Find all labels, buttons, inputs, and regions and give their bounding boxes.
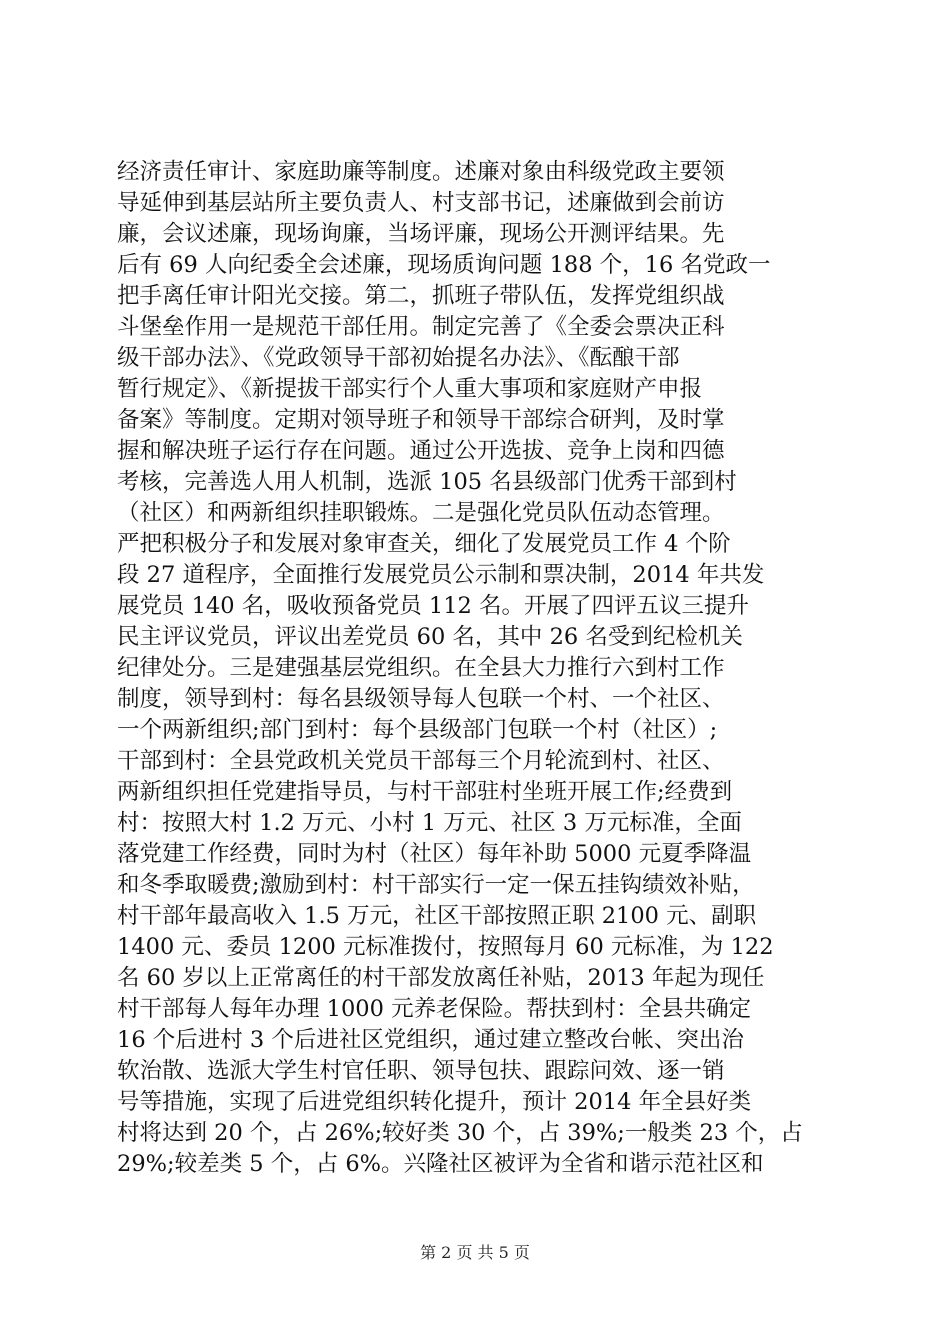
text-line: 村将达到 20 个，占 26%;较好类 30 个，占 39%;一般类 23 个，占 [117,1120,803,1146]
text-line: 展党员 140 名，吸收预备党员 112 名。开展了四评五议三提升 [117,593,750,619]
body-text [117,157,833,1180]
text-line: 斗堡垒作用一是规范干部任用。制定完善了《全委会票决正科 [117,314,725,340]
text-line: 导延伸到基层站所主要负责人、村支部书记，述廉做到会前访 [117,190,725,216]
text-line: 廉，会议述廉，现场询廉，当场评廉，现场公开测评结果。先 [117,221,725,247]
text-line: 备案》等制度。定期对领导班子和领导干部综合研判，及时掌 [117,407,725,433]
text-line: 两新组织担任党建指导员，与村干部驻村坐班开展工作;经费到 [117,779,733,805]
text-line: （社区）和两新组织挂职锻炼。二是强化党员队伍动态管理。 [117,500,725,526]
text-line: 16 个后进村 3 个后进社区党组织，通过建立整改台帐、突出治 [117,1027,744,1053]
text-line: 村：按照大村 1.2 万元、小村 1 万元、社区 3 万元标准，全面 [117,810,742,836]
text-line: 握和解决班子运行存在问题。通过公开选拔、竞争上岗和四德 [117,438,725,464]
text-line: 经济责任审计、家庭助廉等制度。述廉对象由科级党政主要领 [117,159,725,185]
text-line: 严把积极分子和发展对象审查关，细化了发展党员工作 4 个阶 [117,531,731,557]
text-line: 号等措施，实现了后进党组织转化提升，预计 2014 年全县好类 [117,1089,752,1115]
text-line: 1400 元、委员 1200 元标准拨付，按照每月 60 元标准，为 122 [117,934,774,960]
text-line: 一个两新组织;部门到村：每个县级部门包联一个村（社区）; [117,717,718,743]
text-line: 制度，领导到村：每名县级领导每人包联一个村、一个社区、 [117,686,725,712]
text-line: 干部到村：全县党政机关党员干部每三个月轮流到村、社区、 [117,748,725,774]
text-line: 29%;较差类 5 个，占 6%。兴隆社区被评为全省和谐示范社区和 [117,1151,764,1177]
text-line: 纪律处分。三是建强基层党组织。在全县大力推行六到村工作 [117,655,725,681]
text-line: 暂行规定》、《新提拔干部实行个人重大事项和家庭财产申报 [117,376,703,402]
text-line: 名 60 岁以上正常离任的村干部发放离任补贴，2013 年起为现任 [117,965,765,991]
text-line: 村干部每人每年办理 1000 元养老保险。帮扶到村：全县共确定 [117,996,752,1022]
text-line: 把手离任审计阳光交接。第二，抓班子带队伍，发挥党组织战 [117,283,725,309]
text-line: 软治散、选派大学生村官任职、领导包扶、跟踪问效、逐一销 [117,1058,725,1084]
page-footer: 第 2 页 共 5 页 [420,1243,530,1262]
text-line: 段 27 道程序，全面推行发展党员公示制和票决制，2014 年共发 [117,562,765,588]
text-line: 落党建工作经费，同时为村（社区）每年补助 5000 元夏季降温 [117,841,752,867]
text-line: 村干部年最高收入 1.5 万元，社区干部按照正职 2100 元、副职 [117,903,757,929]
text-line: 民主评议党员，评议出差党员 60 名，其中 26 名受到纪检机关 [117,624,743,650]
text-line: 考核，完善选人用人机制，选派 105 名县级部门优秀干部到村 [117,469,737,495]
text-line: 和冬季取暖费;激励到村：村干部实行一定一保五挂钩绩效补贴， [117,872,755,898]
text-line: 级干部办法》、《党政领导干部初始提名办法》、《酝酿干部 [117,345,680,371]
text-line: 后有 69 人向纪委全会述廉，现场质询问题 188 个，16 名党政一 [117,252,771,278]
